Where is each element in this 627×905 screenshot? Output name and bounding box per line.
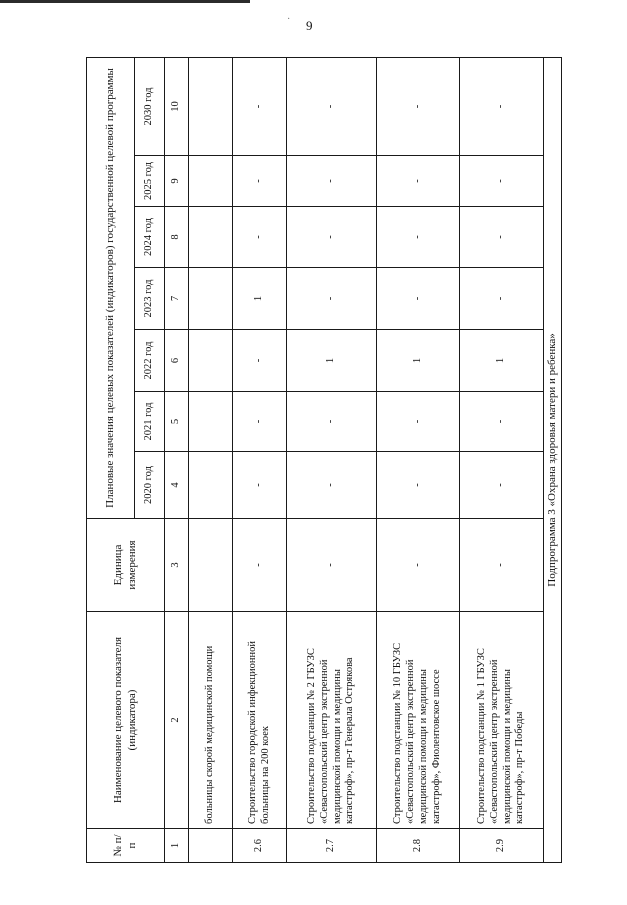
subprogram-row xyxy=(544,57,562,862)
row-name: Строительство подстанции № 1 ГБУЗС «Севастопольский центр экстренной медицинской помощи и медицины катастроф», пр-т Победы xyxy=(460,612,544,829)
index-cell: 9 xyxy=(165,156,189,207)
header-year: 2030 год xyxy=(135,57,165,155)
row-name: больницы скорой медицинской помощи xyxy=(189,612,233,829)
row-value: - xyxy=(460,392,544,452)
row-value: - xyxy=(460,207,544,268)
row-value: - xyxy=(287,207,377,268)
index-cell: 3 xyxy=(165,519,189,612)
index-cell: 4 xyxy=(165,452,189,519)
row-name: Строительство городской инфекционной больницы на 200 коек xyxy=(233,612,287,829)
subprogram-title: Подпрограмма 3 «Охрана здоровья матери и ребенка» xyxy=(544,57,562,862)
row-value: - xyxy=(287,268,377,330)
header-row-1 xyxy=(87,57,135,862)
header-num: № п/п xyxy=(87,829,165,863)
row-unit: - xyxy=(377,519,460,612)
index-cell: 8 xyxy=(165,207,189,268)
row-value: - xyxy=(377,268,460,330)
row-value xyxy=(189,57,233,155)
row-unit: - xyxy=(287,519,377,612)
row-value: 1 xyxy=(377,330,460,392)
row-num: 2.8 xyxy=(377,829,460,863)
row-value: - xyxy=(233,57,287,155)
row-value: - xyxy=(377,156,460,207)
table-row xyxy=(460,57,544,862)
header-group: Плановые значения целевых показателей (индикаторов) государственной целевой программы xyxy=(87,57,135,518)
row-value: - xyxy=(460,452,544,519)
index-cell: 2 xyxy=(165,612,189,829)
row-value: - xyxy=(460,156,544,207)
index-cell: 7 xyxy=(165,268,189,330)
row-value: - xyxy=(233,156,287,207)
row-value: - xyxy=(287,57,377,155)
row-value: - xyxy=(460,57,544,155)
header-year: 2021 год xyxy=(135,392,165,452)
row-value: - xyxy=(377,207,460,268)
row-value: 1 xyxy=(233,268,287,330)
table-row xyxy=(287,57,377,862)
header-unit: Единица измерения xyxy=(87,519,165,612)
row-value: - xyxy=(287,156,377,207)
row-value: - xyxy=(460,268,544,330)
table-row xyxy=(189,57,233,862)
scan-dot: · xyxy=(287,14,291,25)
row-value xyxy=(189,207,233,268)
table-row xyxy=(377,57,460,862)
index-cell: 5 xyxy=(165,392,189,452)
header-year: 2022 год xyxy=(135,330,165,392)
row-unit: - xyxy=(460,519,544,612)
row-value: - xyxy=(233,207,287,268)
row-value: - xyxy=(377,392,460,452)
index-cell: 10 xyxy=(165,57,189,155)
table-row xyxy=(233,57,287,862)
row-num: 2.9 xyxy=(460,829,544,863)
row-value: - xyxy=(287,392,377,452)
header-year: 2024 год xyxy=(135,207,165,268)
indicators-table xyxy=(86,57,562,863)
row-value: - xyxy=(377,57,460,155)
header-name: Наименование целевого показателя (индикатора) xyxy=(87,612,165,829)
row-num: 2.7 xyxy=(287,829,377,863)
row-value: 1 xyxy=(460,330,544,392)
row-value: 1 xyxy=(287,330,377,392)
row-name: Строительство подстанции № 10 ГБУЗС «Севастопольский центр экстренной медицинской помощи и медицины катастроф», Фиолентовское шоссе xyxy=(377,612,460,829)
row-num: 2.6 xyxy=(233,829,287,863)
row-num xyxy=(189,829,233,863)
scan-edge-line xyxy=(0,0,250,3)
row-value: - xyxy=(233,330,287,392)
header-year: 2020 год xyxy=(135,452,165,519)
row-unit: - xyxy=(233,519,287,612)
row-value: - xyxy=(377,452,460,519)
index-row xyxy=(165,57,189,862)
header-year: 2025 год xyxy=(135,156,165,207)
rotated-table-container xyxy=(86,58,559,863)
index-cell: 1 xyxy=(165,829,189,863)
page-number: 9 xyxy=(306,18,313,33)
row-unit xyxy=(189,519,233,612)
row-value xyxy=(189,156,233,207)
row-value: - xyxy=(233,452,287,519)
row-name: Строительство подстанции № 2 ГБУЗС «Севастопольский центр экстренной медицинской помощи и медицины катастроф», пр-т Генерала Острякова xyxy=(287,612,377,829)
index-cell: 6 xyxy=(165,330,189,392)
row-value xyxy=(189,330,233,392)
header-year: 2023 год xyxy=(135,268,165,330)
row-value: - xyxy=(287,452,377,519)
row-value: - xyxy=(233,392,287,452)
row-value xyxy=(189,392,233,452)
row-value xyxy=(189,452,233,519)
row-value xyxy=(189,268,233,330)
